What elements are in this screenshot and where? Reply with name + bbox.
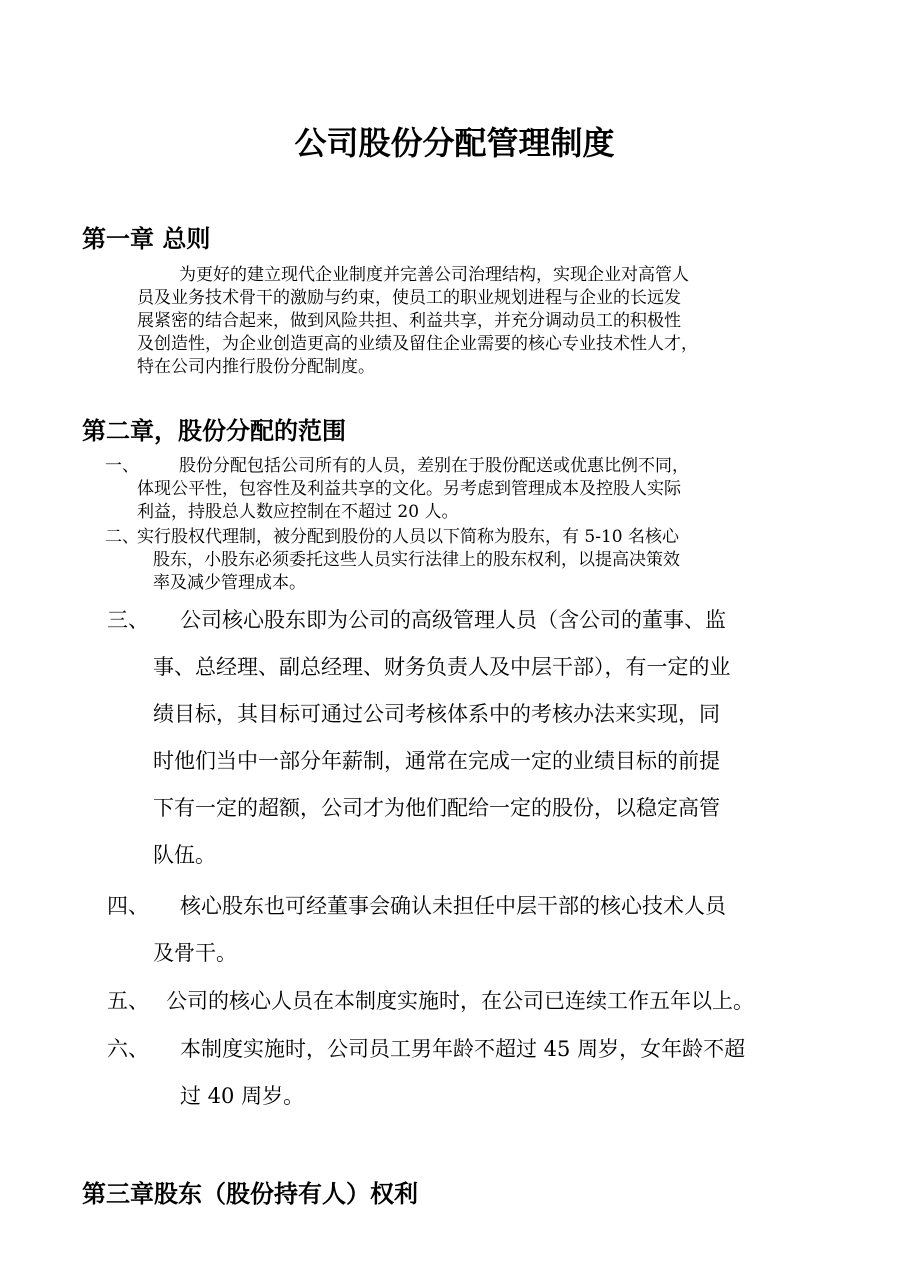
list-item-line: 体现公平性，包容性及利益共享的文化。另考虑到管理成本及控股人实际 (137, 479, 681, 499)
list-item-line: 时他们当中一部分年薪制，通常在完成一定的业绩目标的前提 (153, 749, 720, 773)
list-item-line: 利益，持股总人数应控制在不超过 20 人。 (137, 502, 459, 522)
list-item-line: 过 40 周岁。 (180, 1084, 305, 1108)
list-item-line: 股东，小股东必须委托这些人员实行法律上的股东权利，以提高决策效 (153, 550, 680, 570)
list-item-line: 绩目标，其目标可通过公司考核体系中的考核办法来实现，同 (153, 702, 720, 726)
list-item-line (105, 526, 845, 549)
chapter1-paragraph (137, 264, 837, 379)
list-item-text: 股份分配包括公司所有的人员，差别在于股份配送或优惠比例不同， (179, 456, 689, 476)
list-marker: 一、 (105, 456, 139, 476)
chapter1-line: 及创造性，为企业创造更高的业绩及留住企业需要的核心专业技术性人才， (137, 334, 698, 354)
chapter2-heading: 第二章，股份分配的范围 (82, 417, 346, 445)
list-item-text: 本制度实施时，公司员工男年龄不超过 45 周岁，女年龄不超 (180, 1037, 746, 1061)
list-item-line (107, 978, 867, 1025)
list-marker: 六、 (107, 1037, 149, 1061)
list-item-line: 下有一定的超额，公司才为他们配给一定的股份，以稳定高管 (153, 796, 720, 820)
document-title: 公司股份分配管理制度 (294, 124, 615, 162)
list-marker: 五、 (107, 989, 149, 1013)
list-marker: 三、 (107, 608, 149, 632)
list-marker: 二、 (105, 527, 139, 547)
list-item-line: 率及减少管理成本。 (153, 573, 306, 593)
list-item-line: 及骨干。 (153, 941, 237, 965)
list-item (107, 597, 867, 879)
list-item (107, 1026, 867, 1120)
list-item-line: 事、总经理、副总经理、财务负责人及中层干部），有一定的业 (153, 655, 731, 679)
chapter1-line: 特在公司内推行股份分配制度。 (137, 357, 375, 377)
list-item (105, 455, 845, 524)
chapter1-line: 员及业务技术骨干的激励与约束，使员工的职业规划进程与企业的长远发 (137, 288, 681, 308)
chapter1-line: 展紧密的结合起来，做到风险共担、利益共享，并充分调动员工的积极性 (137, 311, 681, 331)
chapter1-heading: 第一章 总则 (82, 225, 211, 253)
list-item-line (107, 597, 867, 644)
list-item-text: 公司核心股东即为公司的高级管理人员（含公司的董事、监 (180, 608, 726, 632)
list-item-line (107, 883, 867, 930)
chapter3-heading: 第三章股东（股份持有人）权利 (82, 1180, 418, 1208)
list-item-text: 实行股权代理制，被分配到股份的人员以下简称为股东，有 5-10 名核心 (137, 527, 679, 547)
list-item-text: 核心股东也可经董事会确认未担任中层干部的核心技术人员 (180, 894, 726, 918)
chapter1-line: 为更好的建立现代企业制度并完善公司治理结构，实现企业对高管人 (179, 265, 689, 285)
list-item-line (105, 455, 845, 478)
list-marker: 四、 (107, 894, 149, 918)
list-item (107, 978, 867, 1025)
list-item (107, 883, 867, 977)
list-item (105, 526, 845, 595)
list-item-text: 公司的核心人员在本制度实施时，在公司已连续工作五年以上。 (166, 989, 754, 1013)
list-item-line: 队伍。 (153, 843, 216, 867)
list-item-line (107, 1026, 867, 1073)
